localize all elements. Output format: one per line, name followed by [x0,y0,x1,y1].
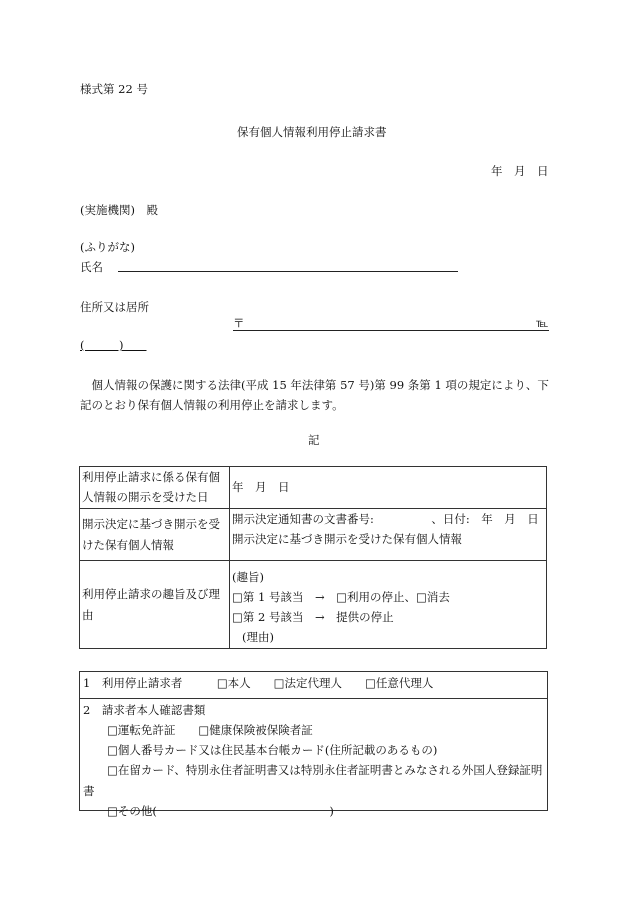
recipient: (実施機関) 殿 [80,203,158,217]
identity-documents-section [80,699,547,822]
id-option-license-insurance: □運転免許証 □健康保険被保険者証 [107,723,313,738]
intro-paragraph [80,375,550,415]
name-label: 氏名 [80,260,103,274]
row-value [230,561,547,649]
row-label: 利用停止請求の趣旨及び理由 [80,561,230,649]
disclosure-date-value: 年 月 日 [232,480,290,495]
paren-blank: ( ) [80,338,147,352]
address-underline [233,330,549,331]
row-value [230,509,547,561]
id-option-mynumber: □個人番号カード又は住民基本台帳カード(住所記載のあるもの) [107,743,438,758]
row-label: 利用停止請求に係る保有個人情報の開示を受けた日 [80,467,230,509]
table-row-disclosed-info [80,509,547,561]
requester-type: 1 利用停止請求者 □本人 □法定代理人 □任意代理人 [83,676,434,690]
id-option-residence-card: □在留カード、特別永住者証明書又は特別永住者証明書とみなされる外国人登録証明書 [83,763,543,798]
id-option-other: □その他( ) [107,803,334,818]
date-line: 年 月 日 [491,164,549,178]
form-number: 様式第 22 号 [80,82,148,96]
identity-documents-title: 2 請求者本人確認書類 [83,703,206,717]
postal-mark: 〒 [233,316,245,330]
row-label: 開示決定に基づき開示を受けた保有個人情報 [80,509,230,561]
clause-2-option: □第 2 号該当 → 提供の停止 [232,610,394,625]
document-title: 保有個人情報利用停止請求書 [237,125,387,139]
purpose-heading: (趣旨) [232,570,264,584]
clause-1-option: □第 1 号該当 → □利用の停止、□消去 [232,590,450,605]
requester-type-row [80,672,547,699]
requester-box [79,671,548,818]
intro-text: 個人情報の保護に関する法律(平成 15 年法律第 57 号)第 99 条第 1 項の規定により、下記のとおり保有個人情報の利用停止を請求します。 [80,378,549,413]
tel-mark: ℡ [536,316,549,330]
row-value [230,467,547,509]
request-table [79,466,547,649]
address-label: 住所又は居所 [80,300,149,314]
ki-label: 記 [308,433,320,447]
reason-heading: (理由) [242,630,274,645]
name-underline [118,271,458,272]
table-row-disclosure-date [80,467,547,509]
disclosed-info-line: 開示決定に基づき開示を受けた保有個人情報 [232,532,462,547]
notice-document-number: 開示決定通知書の文書番号: 、日付: 年 月 日 [232,512,539,526]
furigana-label: (ふりがな) [80,240,135,254]
table-row-purpose-reason [80,561,547,649]
